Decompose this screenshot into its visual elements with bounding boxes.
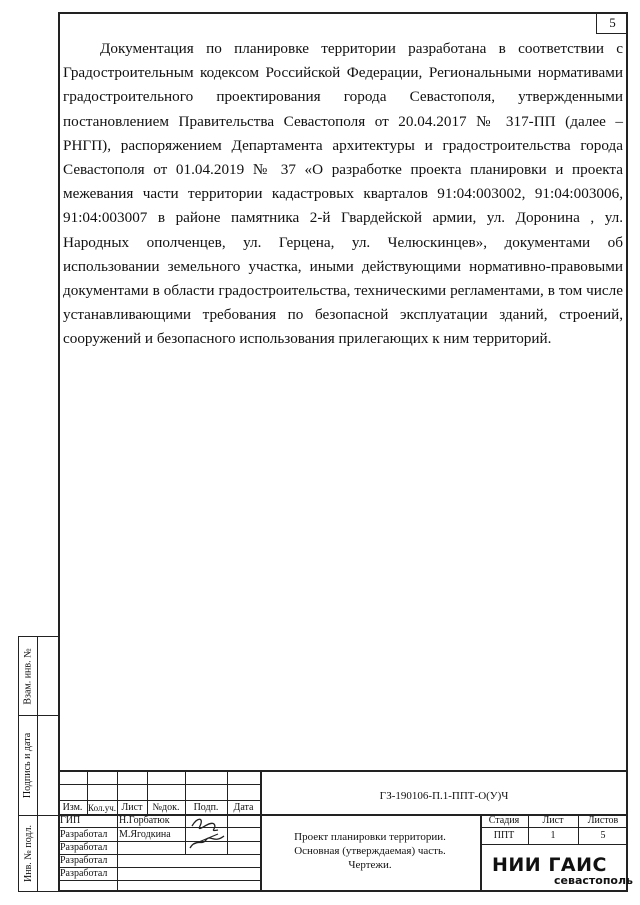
page-number: 5 [596,12,628,34]
hdr-sheet: Лист [542,815,564,826]
role-2: Разработал [60,842,108,853]
hdr-sheets: Листов [587,815,619,826]
val-sheets: 5 [600,830,606,841]
margin-vzam-inv [18,636,58,716]
document-title: Проект планировки территории. Основная (утверждаемая) часть. Чертежи. [294,831,446,871]
role-1: Разработал [60,829,108,840]
vzam-inv-label: Взам. инв. № [22,647,34,705]
logo-main: НИИ ГАИС [492,854,607,876]
logo [484,852,633,892]
role-4: Разработал [60,868,108,879]
hdr-kol: Кол.уч. [88,803,116,813]
role-3: Разработал [60,855,108,866]
hdr-podp: Подп. [193,802,219,813]
val-sheet: 1 [550,830,556,841]
margin-podpis-data [18,716,58,816]
hdr-stadiya: Стадия [488,815,520,826]
hdr-list: Лист [121,802,143,813]
title-block [58,770,633,892]
hdr-izm: Изм. [62,802,83,813]
hdr-data: Дата [233,802,254,813]
logo-sub: севастополь [554,874,633,887]
margin-inv-podl [18,816,58,892]
signature-icon [188,814,228,854]
hdr-ndok: №док. [152,802,180,813]
podpis-data-label: Подпись и дата [22,732,34,799]
name-0: Н.Горбатюк [119,815,170,826]
body-paragraph: Документация по планировке территории разработана в соответствии с Градостроительным кодексом Российской Федерации, Региональными нормативами градостроительного проектирования города Севастополя, утвержденными постановлением Правительства Севастополя от 20.04.2017 № 317-ПП (далее – РНГП), распоряжением Департамента архитектуры и градостроительства города Севастополя от 01.04.2019 № 37 «О разработке проекта планировки и проекта межевания части территории кадастровых кварталов 91:04:003002, 91:04:003006, 91:04:003007 в районе памятника 2-й Гвардейской армии, ул. Доронина , ул. Народных ополченцев, ул. Герцена, ул. Челюскинцев», документами об использовании земельного участка, иными действующими нормативно-правовыми документами в области градостроительства, техническими регламентами, в том числе устанавливающими требования по безопасной эксплуатации зданий, строений, сооружений и безопасного использования прилегающих к ним территорий. [63,40,623,348]
val-stadiya: ППТ [493,830,515,841]
inv-podl-label: Инв. № подл. [22,825,34,882]
name-1: М.Ягодкина [119,829,171,840]
document-code: ГЗ-190106-П.1-ППТ-О(У)Ч [379,790,509,802]
role-0: ГИП [60,815,81,826]
